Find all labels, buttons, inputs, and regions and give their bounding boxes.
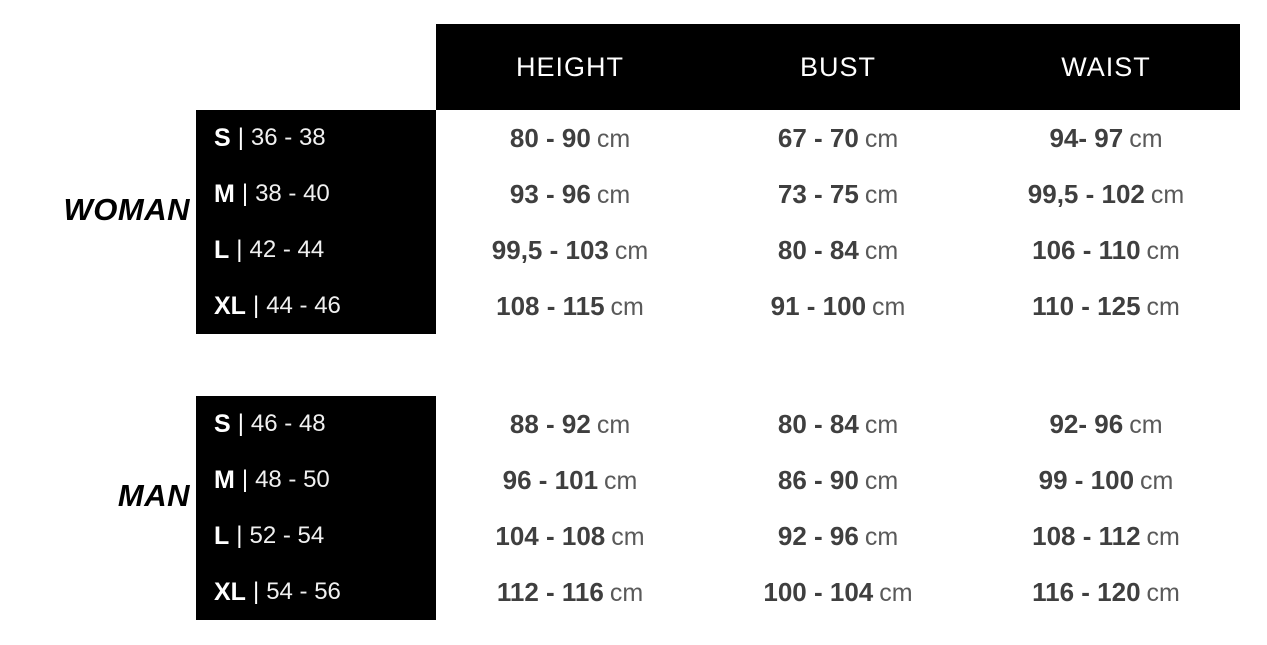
cell-unit: cm (610, 292, 644, 321)
cell-unit: cm (596, 180, 631, 209)
cell-value: 108 - 115 (496, 290, 605, 321)
cell-value: 99,5 - 103 (491, 234, 609, 265)
size-separator: | (236, 236, 243, 263)
cell-value: 104 - 108 (495, 520, 606, 551)
cell-unit: cm (864, 236, 899, 265)
cell-unit: cm (864, 522, 899, 551)
cell-unit: cm (596, 410, 631, 439)
cell-bust (704, 577, 972, 608)
cell-value: 92- 96 (1049, 408, 1124, 439)
size-separator: | (237, 124, 244, 151)
size-label: XL (214, 577, 246, 606)
cell-unit: cm (864, 466, 899, 495)
table-row (436, 222, 1240, 278)
cell-unit: cm (1129, 410, 1163, 439)
cell-unit: cm (1146, 578, 1180, 607)
size-range: 48 - 50 (255, 466, 330, 493)
cell-unit: cm (1146, 236, 1180, 265)
group-label-man: MAN (117, 478, 190, 513)
table-row (436, 110, 1240, 166)
cell-unit: cm (611, 522, 645, 551)
size-separator: | (241, 180, 249, 207)
cell-unit: cm (1146, 292, 1180, 321)
cell-value: 99 - 100 (1038, 464, 1135, 495)
cell-unit: cm (614, 236, 649, 265)
size-label: M (214, 465, 235, 494)
cell-unit: cm (1129, 124, 1163, 153)
size-separator: | (252, 292, 260, 319)
cell-height (436, 577, 704, 608)
size-range: 54 - 56 (266, 578, 341, 605)
cell-height (436, 235, 704, 266)
column-header-waist: WAIST (1061, 51, 1151, 82)
size-cell (196, 278, 436, 334)
table-row (436, 396, 1240, 452)
cell-waist (972, 465, 1240, 496)
table-row (436, 564, 1240, 620)
cell-value: 88 - 92 (509, 408, 591, 439)
size-range: 44 - 46 (266, 292, 341, 319)
cell-height (436, 465, 704, 496)
group-label-woman: WOMAN (63, 192, 190, 227)
size-cell (196, 564, 436, 620)
cell-unit: cm (1140, 466, 1174, 495)
size-column-man (196, 396, 436, 620)
size-label: XL (214, 291, 246, 320)
size-cell (196, 166, 436, 222)
cell-unit: cm (864, 124, 899, 153)
cell-waist (972, 521, 1240, 552)
cell-value: 106 - 110 (1032, 234, 1141, 265)
size-separator: | (236, 522, 243, 549)
cell-bust (704, 235, 972, 266)
size-label: M (214, 179, 235, 208)
cell-value: 108 - 112 (1032, 520, 1141, 551)
cell-unit: cm (1150, 180, 1185, 209)
cell-value: 116 - 120 (1032, 576, 1141, 607)
size-cell (196, 508, 436, 564)
cell-value: 80 - 90 (509, 122, 591, 153)
cell-waist (972, 577, 1240, 608)
size-column-woman (196, 110, 436, 334)
size-label: S (214, 409, 231, 438)
size-range: 38 - 40 (255, 180, 330, 207)
size-separator: | (252, 578, 260, 605)
size-range: 42 - 44 (249, 236, 325, 263)
cell-value: 110 - 125 (1032, 290, 1141, 321)
cell-waist (972, 291, 1240, 322)
size-label: L (214, 235, 230, 264)
cell-unit: cm (879, 578, 913, 607)
table-row (436, 278, 1240, 334)
cell-bust (704, 465, 972, 496)
size-range: 36 - 38 (250, 124, 326, 151)
cell-value: 94- 97 (1049, 122, 1124, 153)
cell-value: 73 - 75 (777, 178, 859, 209)
cell-value: 100 - 104 (763, 576, 874, 607)
size-cell (196, 452, 436, 508)
cell-value: 99,5 - 102 (1027, 178, 1145, 209)
cell-value: 80 - 84 (777, 408, 859, 439)
table-row (436, 166, 1240, 222)
cell-value: 80 - 84 (777, 234, 859, 265)
cell-height (436, 291, 704, 322)
cell-height (436, 521, 704, 552)
cell-waist (972, 235, 1240, 266)
column-header-bust: BUST (799, 51, 876, 82)
size-cell (196, 396, 436, 452)
size-cell (196, 222, 436, 278)
cell-bust (704, 409, 972, 440)
size-cell (196, 110, 436, 166)
cell-waist (972, 179, 1240, 210)
cell-waist (972, 123, 1240, 154)
cell-value: 92 - 96 (777, 520, 859, 551)
cell-value: 67 - 70 (777, 122, 859, 153)
cell-height (436, 179, 704, 210)
cell-unit: cm (864, 410, 899, 439)
size-separator: | (241, 466, 249, 493)
cell-bust (704, 291, 972, 322)
cell-unit: cm (596, 124, 631, 153)
cell-unit: cm (604, 466, 638, 495)
table-header (436, 24, 1240, 110)
table-row (436, 508, 1240, 564)
column-header-height: HEIGHT (515, 51, 624, 82)
cell-value: 96 - 101 (502, 464, 599, 495)
cell-unit: cm (872, 292, 906, 321)
cell-height (436, 409, 704, 440)
size-label: S (214, 123, 231, 152)
cell-bust (704, 179, 972, 210)
cell-waist (972, 409, 1240, 440)
cell-value: 91 - 100 (770, 290, 867, 321)
cell-value: 112 - 116 (496, 576, 604, 607)
measurements-man (436, 396, 1240, 620)
size-separator: | (237, 410, 244, 437)
size-range: 46 - 48 (250, 410, 326, 437)
cell-unit: cm (864, 180, 899, 209)
cell-unit: cm (1146, 522, 1180, 551)
cell-bust (704, 521, 972, 552)
cell-unit: cm (609, 578, 644, 607)
cell-value: 93 - 96 (509, 178, 591, 209)
size-label: L (214, 521, 230, 550)
cell-bust (704, 123, 972, 154)
size-range: 52 - 54 (249, 522, 325, 549)
measurements-woman (436, 110, 1240, 334)
cell-value: 86 - 90 (777, 464, 859, 495)
cell-height (436, 123, 704, 154)
table-row (436, 452, 1240, 508)
